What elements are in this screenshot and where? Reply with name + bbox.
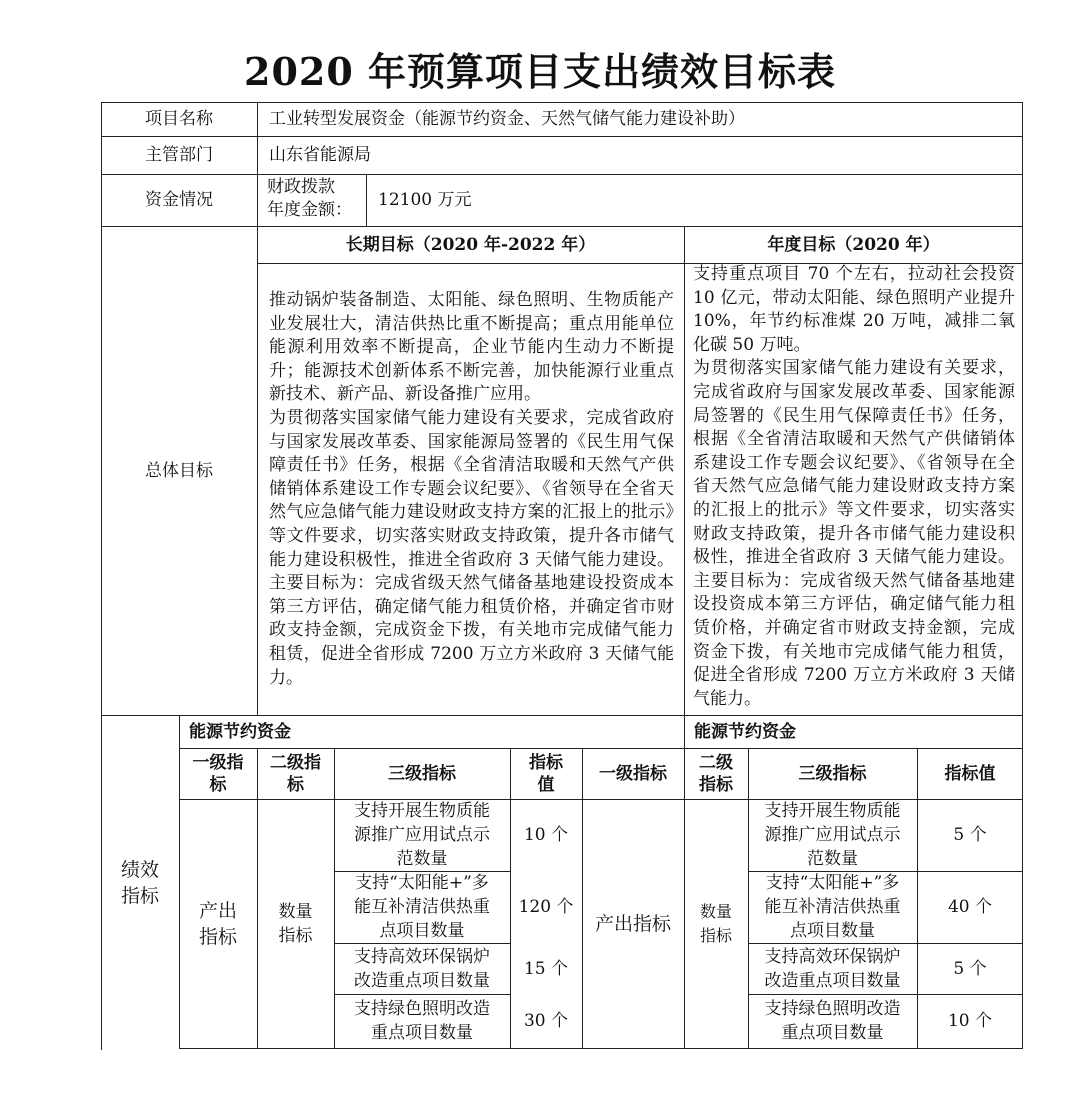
- funds-label: 资金情况: [145, 190, 213, 210]
- left-item-name: 支持绿色照明改造 重点项目数量: [354, 999, 490, 1043]
- left-header-level3: 三级指标: [388, 763, 456, 784]
- right-level1-cell: 产出指标: [594, 912, 671, 935]
- left-item-name: 支持“太阳能+”多 能互补清洁供热重 点项目数量: [354, 873, 490, 941]
- right-item-value: 5 个: [953, 958, 987, 979]
- right-header-value: 指标值: [944, 763, 996, 784]
- left-header-value: 指标 值: [529, 752, 563, 795]
- left-item-name: 支持高效环保锅炉 改造重点项目数量: [354, 946, 490, 991]
- department-value: 山东省能源局: [269, 145, 371, 165]
- long-term-goal-text: 推动锅炉装备制造、太阳能、绿色照明、生物质能产业发展壮大，清洁供热比重不断提高；重点用能单位能源利用效率不断提高，企业节能内生动力不断提升；能源技术创新体系不断完善，加快能源行业重点新技术、新产品、新设备推广应用。 为贯彻落实国家储气能力建设有关要求，完成省政府与国家发展改革委、国家能源局签署的《民生用气保障责任书》任务，根据《全省清洁取暖和天然气产供储销体系建设工作专题会议纪要》、《省领导在全省天然气应急储气能力建设财政支持方案的汇报上的批示》等文件要求，切实落实财政支持政策，提升各市储气能力建设积极性，推进全省政府 3 天储气能力建设。主要目标为：完成省级天然气储备基地建设投资成本第三方评估，确定储气能力租赁价格，并确定省市财政支持金额，完成资金下拨，有关地市完成储气能力租赁，促进全省形成 7200 万立方米政府 3 天储气能力。: [269, 290, 674, 688]
- right-item-value: 10 个: [947, 1011, 993, 1031]
- department-label: 主管部门: [145, 145, 213, 165]
- right-level2-cell: 数量 指标: [699, 901, 732, 945]
- overall-goal-label: 总体目标: [145, 460, 213, 481]
- right-item-name: 支持“太阳能+”多 能互补清洁供热重 点项目数量: [764, 873, 901, 941]
- right-header-level3: 三级指标: [798, 763, 867, 784]
- table-border-bottom: [179, 1048, 1023, 1049]
- funds-amount: 12100 万元: [378, 190, 472, 210]
- left-section-title: 能源节约资金: [189, 721, 291, 742]
- right-item-name: 支持开展生物质能 源推广应用试点示 范数量: [764, 801, 901, 869]
- right-header-level2: 二级 指标: [699, 752, 733, 795]
- project-name-value: 工业转型发展资金（能源节约资金、天然气储气能力建设补助）: [269, 109, 745, 129]
- performance-table: [101, 102, 1023, 1052]
- left-item-value: 120 个: [518, 897, 574, 917]
- left-item-value: 10 个: [523, 825, 569, 845]
- left-level1-cell: 产出 指标: [198, 899, 237, 948]
- annual-goal-text: 支持重点项目 70 个左右，拉动社会投资 10 亿元，带动太阳能、绿色照明产业提升 10%，年节约标准煤 20 万吨，减排二氧化碳 50 万吨。 为贯彻落实国家储气能力建设有关要求，完成省政府与国家发展改革委、国家能源局签署的《民生用气保障责任书》任务，根据《全省清洁取暖和天然气产供储销体系建设工作专题会议纪要》、《省领导在全省天然气应急储气能力建设财政支持方案的汇报上的批示》等文件要求，切实落实财政支持政策，提升各市储气能力建设积极性，推进全省政府 3 天储气能力建设。主要目标为：完成省级天然气储备基地建设投资成本第三方评估，确定储气能力租赁价格，并确定省市财政支持金额，完成资金下拨，有关地市完成储气能力租赁，促进全省形成 7200 万立方米政府 3 天储气能力。: [693, 264, 1015, 709]
- right-item-name: 支持高效环保锅炉 改造重点项目数量: [764, 946, 901, 991]
- left-item-value: 30 个: [523, 1011, 569, 1031]
- right-item-value: 40 个: [947, 897, 993, 917]
- left-item-value: 15 个: [523, 958, 569, 979]
- right-item-name: 支持绿色照明改造 重点项目数量: [764, 999, 901, 1043]
- right-item-value: 5 个: [953, 825, 987, 845]
- performance-label: 绩效 指标: [120, 858, 159, 907]
- left-level2-cell: 数量 指标: [278, 901, 313, 946]
- left-item-name: 支持开展生物质能 源推广应用试点示 范数量: [354, 801, 490, 869]
- annual-goal-header: 年度目标（2020 年）: [767, 234, 940, 255]
- left-header-level2: 二级指 标: [270, 752, 321, 795]
- right-header-level1: 一级指标: [599, 763, 667, 784]
- funds-sub-label: 财政拨款 年度金额：: [267, 177, 352, 220]
- left-header-level1: 一级指 标: [192, 752, 244, 795]
- long-term-goal-header: 长期目标（2020 年-2022 年）: [345, 234, 596, 255]
- right-section-title: 能源节约资金: [694, 721, 796, 742]
- project-name-label: 项目名称: [145, 109, 213, 129]
- page-title: 2020 年预算项目支出绩效目标表: [244, 49, 836, 94]
